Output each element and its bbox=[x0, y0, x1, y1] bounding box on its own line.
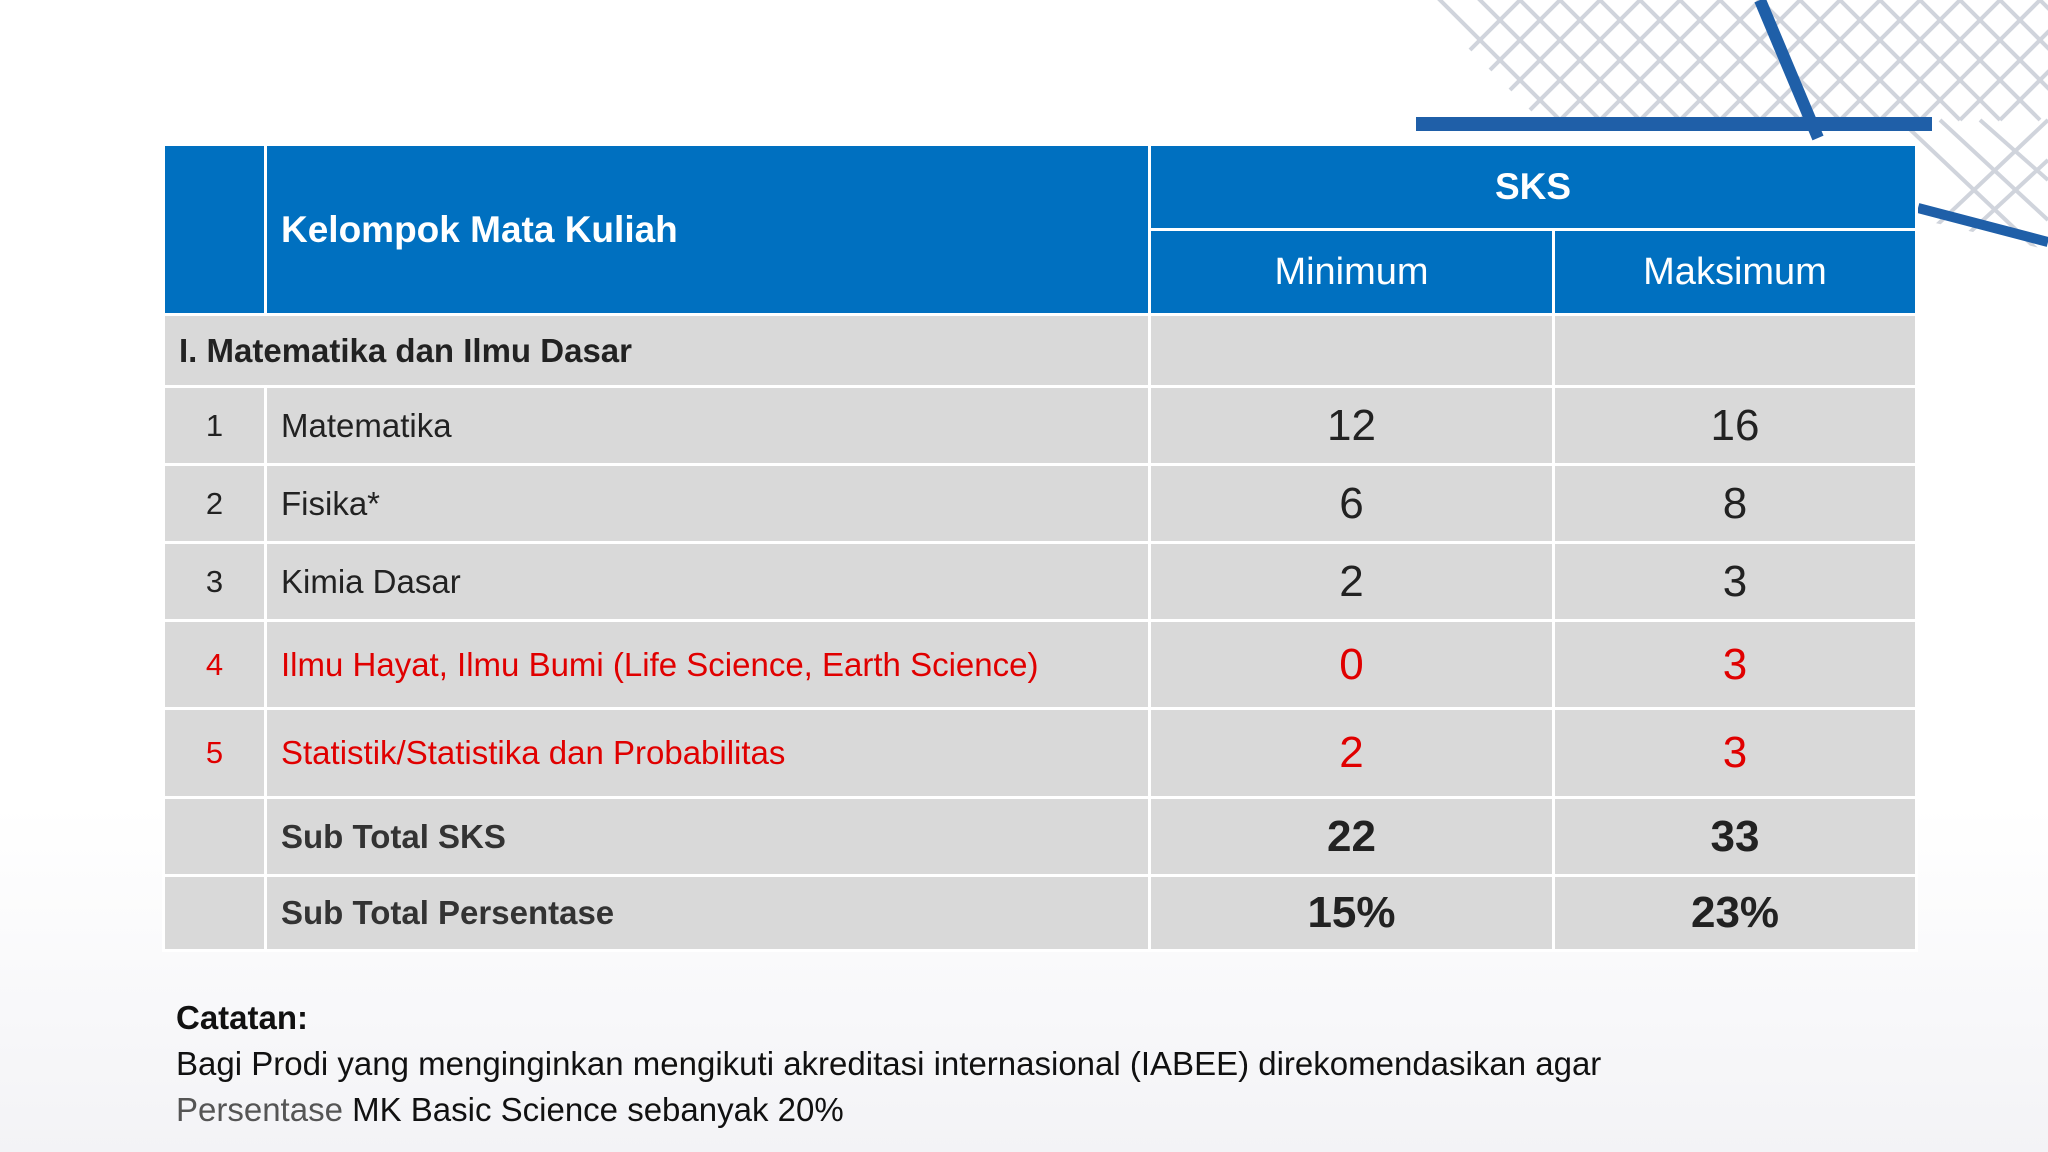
header-minimum-label: Minimum bbox=[1150, 230, 1554, 315]
note-block bbox=[176, 995, 1812, 1133]
table-row bbox=[164, 387, 1917, 465]
row-number-empty bbox=[164, 876, 266, 951]
row-name: Kimia Dasar bbox=[266, 543, 1150, 621]
row-number-empty bbox=[164, 798, 266, 876]
header-group-label: Kelompok Mata Kuliah bbox=[266, 145, 1150, 315]
note-line-2-grey: Persentase bbox=[176, 1091, 343, 1128]
row-number: 4 bbox=[164, 621, 266, 709]
subtotal-sks-min: 22 bbox=[1150, 798, 1554, 876]
header-number-cell bbox=[164, 145, 266, 315]
row-min-value: 2 bbox=[1150, 543, 1554, 621]
header-maximum-label: Maksimum bbox=[1554, 230, 1917, 315]
row-name: Fisika* bbox=[266, 465, 1150, 543]
note-line-1: Bagi Prodi yang menginginkan mengikuti akreditasi internasional (IABEE) direkomendasikan agar bbox=[176, 1045, 1602, 1082]
subtotal-sks-row bbox=[164, 798, 1917, 876]
deco-right-bar bbox=[1918, 208, 2048, 242]
row-max-value: 3 bbox=[1554, 543, 1917, 621]
row-max-value: 8 bbox=[1554, 465, 1917, 543]
subtotal-sks-max: 33 bbox=[1554, 798, 1917, 876]
row-min-value: 2 bbox=[1150, 709, 1554, 798]
row-min-value: 0 bbox=[1150, 621, 1554, 709]
header-sks-label: SKS bbox=[1150, 145, 1917, 230]
row-number: 2 bbox=[164, 465, 266, 543]
row-number: 5 bbox=[164, 709, 266, 798]
subtotal-pct-row bbox=[164, 876, 1917, 951]
table-header-row bbox=[164, 145, 1917, 230]
section-title: I. Matematika dan Ilmu Dasar bbox=[164, 315, 1150, 387]
note-title: Catatan: bbox=[176, 999, 309, 1036]
note-line-2 bbox=[176, 1087, 1812, 1133]
table-row bbox=[164, 621, 1917, 709]
row-name: Matematika bbox=[266, 387, 1150, 465]
sks-table bbox=[162, 143, 1918, 952]
subtotal-sks-label: Sub Total SKS bbox=[266, 798, 1150, 876]
row-number: 3 bbox=[164, 543, 266, 621]
section-empty-max bbox=[1554, 315, 1917, 387]
row-min-value: 12 bbox=[1150, 387, 1554, 465]
row-max-value: 3 bbox=[1554, 709, 1917, 798]
row-number: 1 bbox=[164, 387, 266, 465]
section-title-row bbox=[164, 315, 1917, 387]
table-row bbox=[164, 709, 1917, 798]
subtotal-pct-min: 15% bbox=[1150, 876, 1554, 951]
note-line-2-rest: MK Basic Science sebanyak 20% bbox=[342, 1091, 844, 1128]
subtotal-pct-label: Sub Total Persentase bbox=[266, 876, 1150, 951]
table-row bbox=[164, 465, 1917, 543]
row-max-value: 16 bbox=[1554, 387, 1917, 465]
subtotal-pct-max: 23% bbox=[1554, 876, 1917, 951]
row-max-value: 3 bbox=[1554, 621, 1917, 709]
section-empty-min bbox=[1150, 315, 1554, 387]
row-min-value: 6 bbox=[1150, 465, 1554, 543]
table-row bbox=[164, 543, 1917, 621]
row-name: Statistik/Statistika dan Probabilitas bbox=[266, 709, 1150, 798]
row-name: Ilmu Hayat, Ilmu Bumi (Life Science, Earth Science) bbox=[266, 621, 1150, 709]
